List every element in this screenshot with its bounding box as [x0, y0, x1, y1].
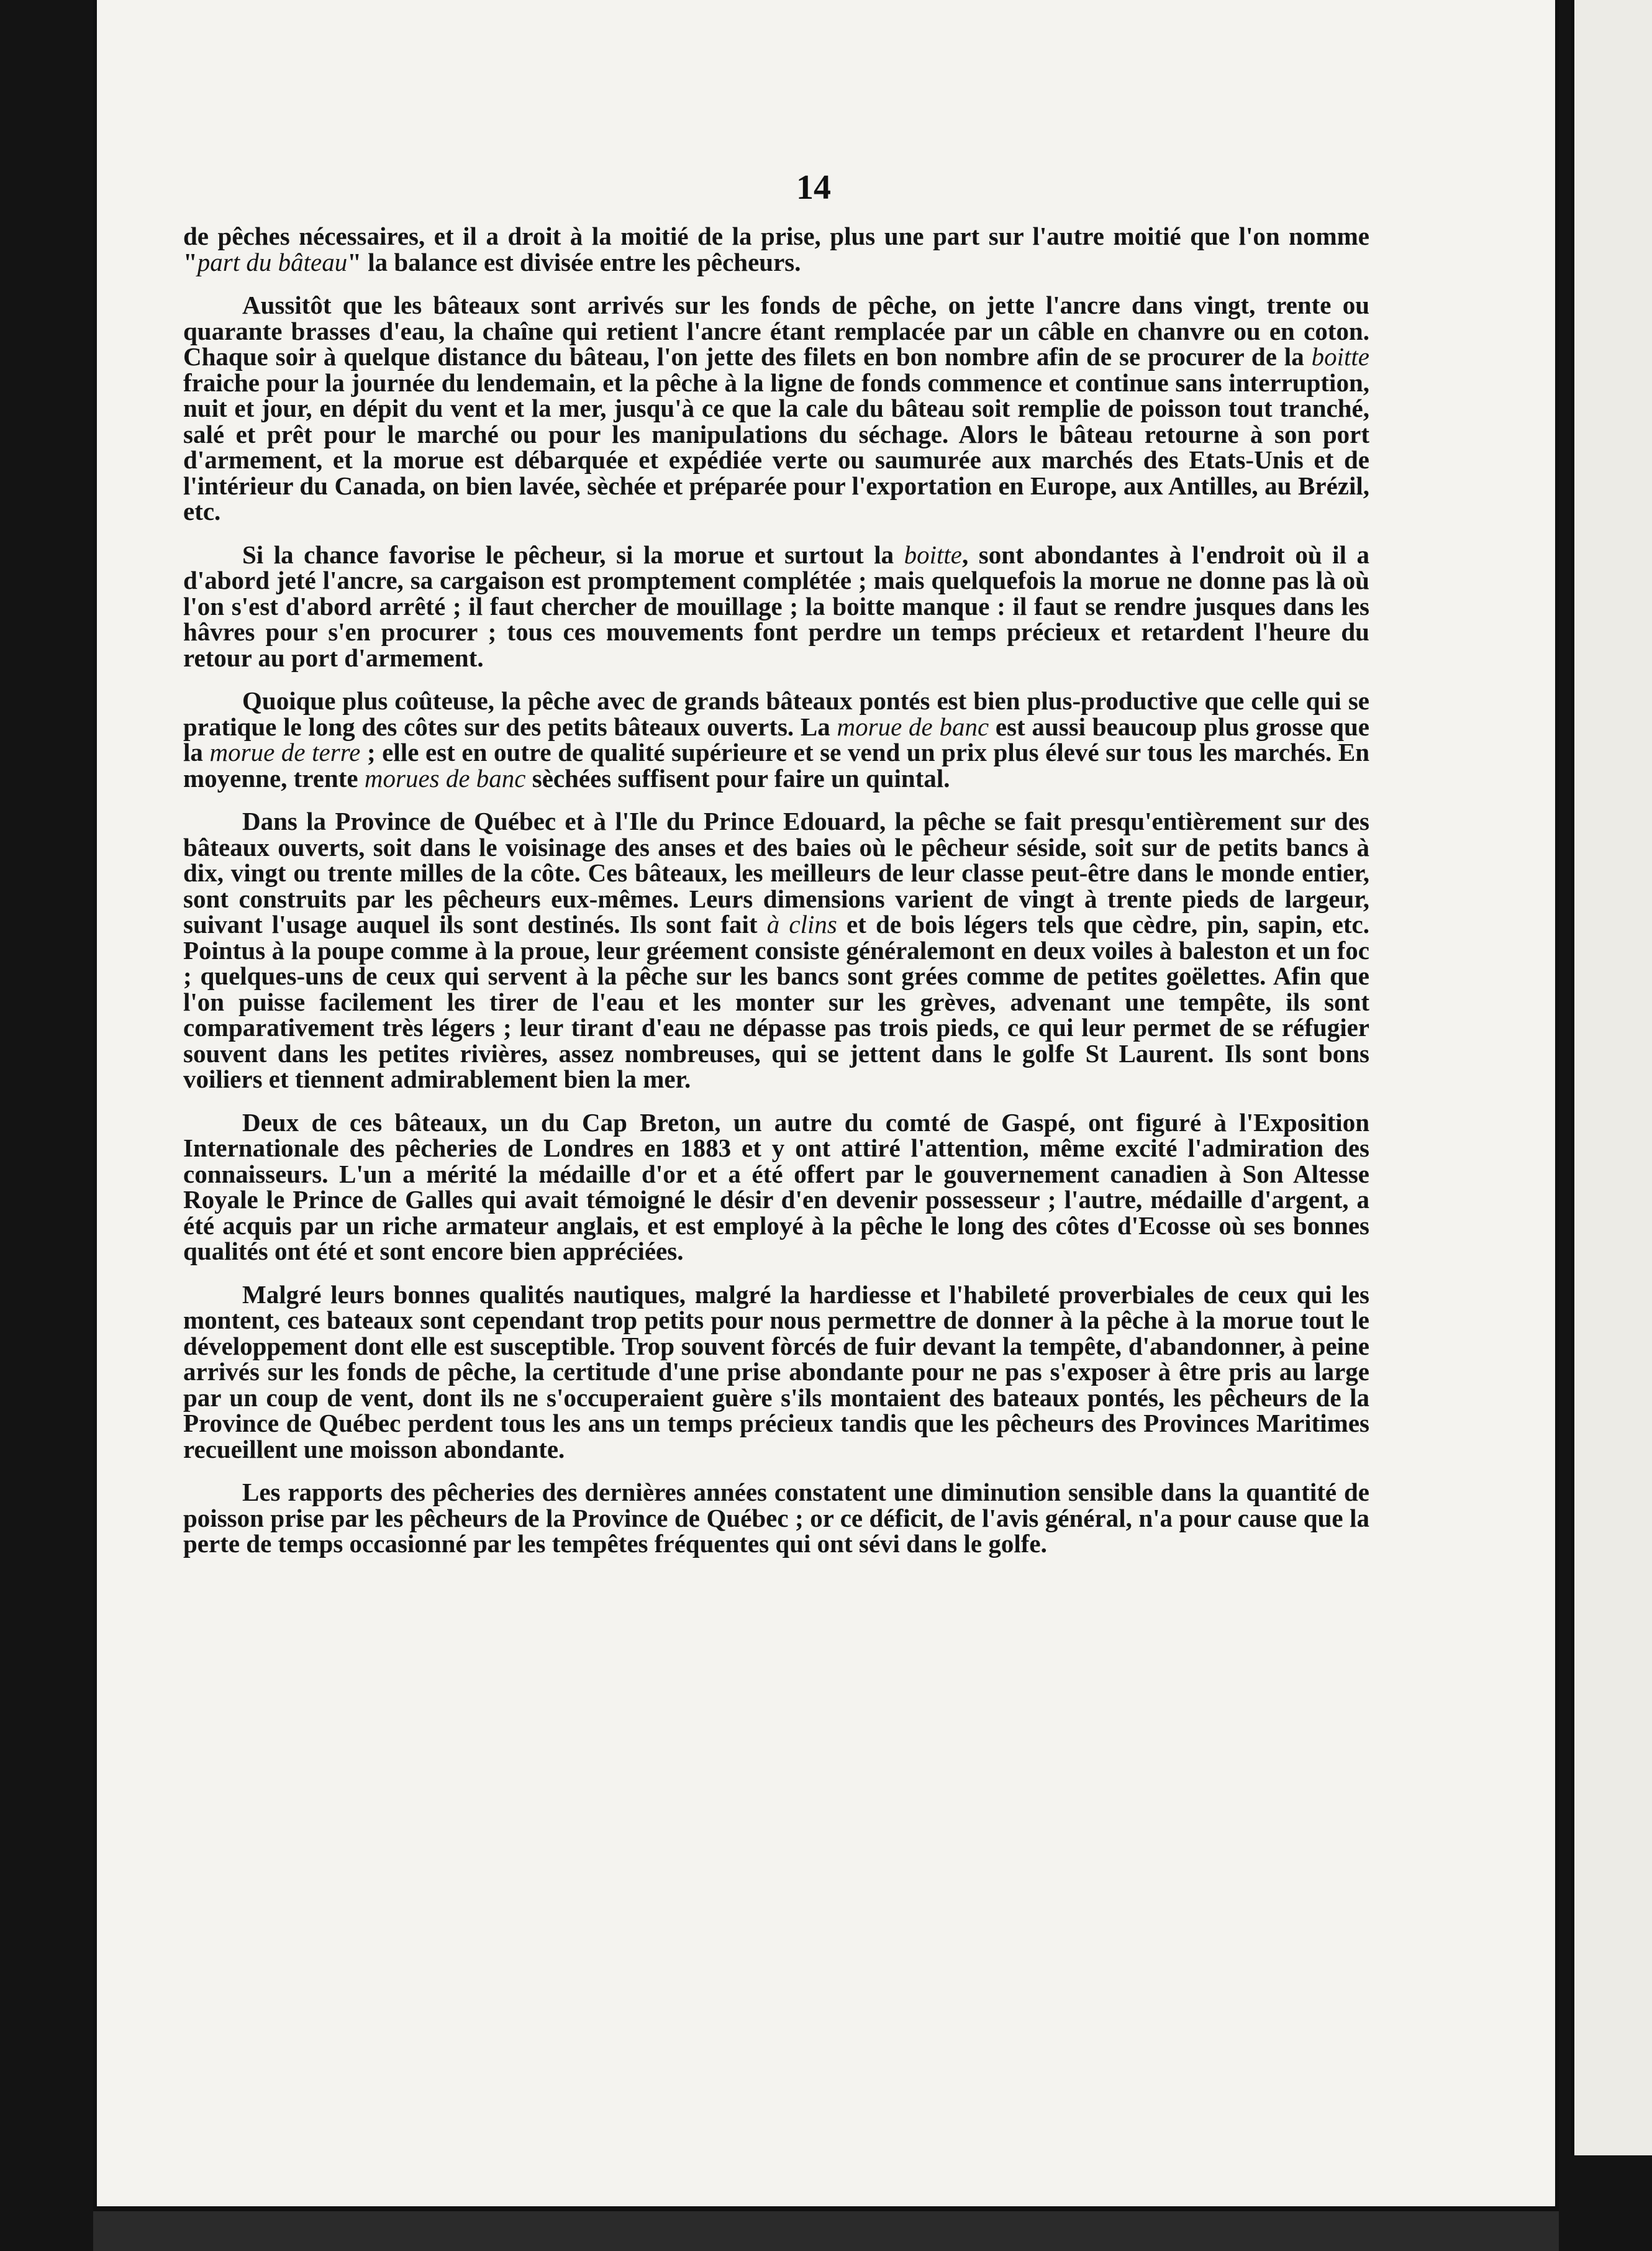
text-run: est aussi beaucoup plus grosse que la [183, 712, 1369, 766]
text-run: sèchées suffisent pour faire un quintal. [525, 763, 950, 793]
italic-term: morues de banc [364, 763, 526, 793]
text-run: fraiche pour la journée du lendemain, et la pêche à la ligne de fonds commence et continue sans interruption, nuit et jour, en dépit du vent et la mer, jusqu'à ce que la cale du bâteau soit remplie de poisson tout tranché, salé et prêt pour le marché ou pour les manipulations du séchage. Alors le bâteau retourne à son port d'armement, et la morue est débarquée et expédiée verte ou saumurée aux marchés des Etats-Unis et de l'intérieur du Canada, on bien lavée, sèchée et préparée pour l'exportation en Europe, aux Antilles, au Brézil, etc. [183, 368, 1369, 525]
text-run: , sont abondantes à l'endroit où il a d'abord jeté l'ancre, sa cargaison est promptement complétée ; mais quelquefois la morue ne donne pas là où l'on s'est d'abord arrêté ; il faut chercher de mouillage ; la boitte manque : il faut se rendre jusques dans les hâvres pour s'en procurer ; tous ces mouvements font perdre un temps précieux et retardent l'heure du retour au port d'armement. [183, 540, 1369, 672]
paragraph [183, 809, 1369, 1093]
text-run: Quoique plus coûteuse, la pêche avec de grands bâteaux pontés est bien plus-productive que celle qui se pratique le long des côtes sur des petits bâteaux ouverts. La [183, 686, 1369, 741]
paragraph [183, 1282, 1369, 1463]
paragraph [183, 1107, 1369, 1265]
scan-border-left [0, 0, 93, 2251]
page-number: 14 [796, 168, 831, 207]
italic-term: boitte [904, 540, 962, 569]
italic-term: à clins [766, 910, 837, 939]
paragraph [183, 1480, 1369, 1557]
text-run: Aussitôt que les bâteaux sont arrivés sur les fonds de pêche, on jette l'ancre dans vingt, trente ou quarante brasses d'eau, la chaîne qui retient l'ancre étant remplacée par un câble en chanvre ou en coton. Chaque soir à quelque distance du bâteau, l'on jette des filets en bon nombre afin de se procurer de la [183, 291, 1369, 371]
paragraph [183, 224, 1369, 275]
text-run: ; elle est en outre de qualité supérieure et se vend un prix plus élevé sur tous les marchés. En moyenne, trente [183, 738, 1369, 793]
text-run: " la balance est divisée entre les pêcheurs. [347, 247, 801, 276]
text-run: Dans la Province de Québec et à l'Ile du Prince Edouard, la pêche se fait presqu'entièrement sur des bâteaux ouverts, soit dans le voisinage des anses et des baies où le pêcheur séside, soit sur de petits bancs à dix, vingt ou trente milles de la côte. Ces bâteaux, les meilleurs de leur classe peut-être dans le monde entier, sont construits par les pêcheurs eux-mêmes. Leurs dimensions varient de vingt à trente pieds de largeur, suivant l'usage auquel ils sont destinés. Ils sont fait [183, 807, 1369, 939]
italic-term: morue de banc [837, 712, 989, 741]
text-run: de pêches nécessaires, et il a droit à la moitié de la prise, plus une part sur l'autre moitié que l'on nomme " [183, 222, 1369, 276]
text-run: Malgré leurs bonnes qualités nautiques, malgré la hardiesse et l'habileté proverbiales de ceux qui les montent, ces bateaux sont cependant trop petits pour nous permettre de donner à la pêche à la morue tout le développement dont elle est susceptible. Trop souvent fòrcés de fuir devant la tempête, d'abandonner, à peine arrivés sur les fonds de pêche, la certitude d'une prise abondante pour ne pas s'exposer à être pris au large par un coup de vent, dont ils ne s'occuperaient guère s'ils montaient des bateaux pontés, les pêcheurs de la Province de Québec perdent tous les ans un temps précieux tandis que les pêcheurs des Provinces Maritimes recueillent une moisson abondante. [183, 1280, 1369, 1463]
facing-page-edge [1571, 0, 1652, 2155]
paragraph [183, 293, 1369, 525]
italic-term: boitte [1311, 342, 1369, 371]
paragraph [183, 542, 1369, 671]
text-run: Deux de ces bâteaux, un du Cap Breton, un autre du comté de Gaspé, ont figuré à l'Exposition Internationale des pêcheries de Londres en 1883 et y ont attiré l'attention, même excité l'admiration des connaisseurs. L'un a mérité la médaille d'or et a été offert par le gouvernement canadien à Son Altesse Royale le Prince de Galles qui avait témoigné le désir d'en devenir possesseur ; l'autre, médaille d'argent, a été acquis par un riche armateur anglais, et est employé à la pêche le long des côtes d'Ecosse où ses bonnes qualités ont été et sont encore bien appréciées. [183, 1107, 1369, 1265]
italic-term: part du bâteau [197, 247, 348, 276]
paragraph [183, 688, 1369, 791]
text-run: Les rapports des pêcheries des dernières années constatent une diminution sensible dans la quantité de poisson prise par les pêcheurs de la Province de Québec ; or ce déficit, de l'avis général, n'a pour cause que la perte de temps occasionné par les tempêtes fréquentes qui ont sévi dans le golfe. [183, 1478, 1369, 1558]
text-run: Si la chance favorise le pêcheur, si la morue et surtout la [242, 540, 904, 569]
text-run: et de bois légers tels que cèdre, pin, sapin, etc. Pointus à la poupe comme à la proue, leur gréement consiste généralemont en deux voiles à baleston et un foc ; quelques-uns de ceux qui servent à la pêche sur les bancs sont grées comme de petites goëlettes. Afin que l'on puisse facilement les tirer de l'eau et les monter sur les grèves, advenant une tempête, ils sont comparativement très légers ; leur tirant d'eau ne dépasse pas trois pieds, ce qui leur permet de se réfugier souvent dans les petites rivières, assez nombreuses, qui se jettent dans le golfe St Laurent. Ils sont bons voiliers et tiennent admirablement bien la mer. [183, 910, 1369, 1093]
body-text [183, 224, 1369, 1557]
italic-term: morue de terre [209, 738, 361, 766]
